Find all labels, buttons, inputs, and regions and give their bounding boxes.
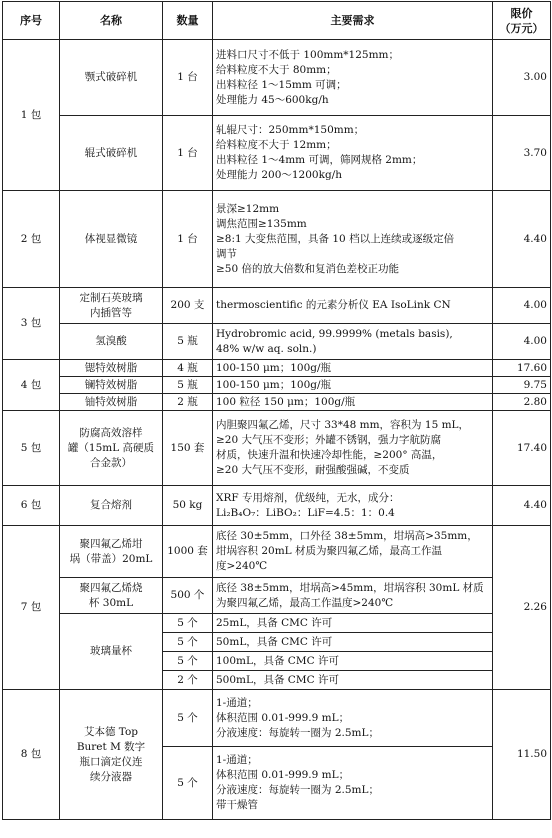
item-limit: 4.40 xyxy=(493,191,551,288)
item-limit: 4.40 xyxy=(493,486,551,526)
item-name: 辊式破碎机 xyxy=(60,116,163,191)
item-name-line: 杯 30mL xyxy=(88,596,134,609)
item-limit: 2.80 xyxy=(493,394,551,411)
procurement-table xyxy=(2,1,551,820)
package-label: 4 包 xyxy=(3,360,60,411)
table-row xyxy=(3,191,551,288)
req-line: 分液速度：每旋转一圈为 2.5mL； xyxy=(216,726,379,739)
item-name xyxy=(60,578,163,614)
item-name-line: 防腐高效溶样 xyxy=(79,426,143,439)
item-limit: 9.75 xyxy=(493,377,551,394)
item-limit: 17.60 xyxy=(493,360,551,377)
table-row xyxy=(3,377,551,394)
item-name: 玻璃量杯 xyxy=(60,614,163,690)
item-name-line: 内插管等 xyxy=(90,306,132,319)
item-qty: 1 台 xyxy=(163,191,213,288)
item-name xyxy=(60,288,163,324)
item-name xyxy=(60,411,163,486)
req-line: 出料粒径 1～4mm 可调，筛网规格 2mm； xyxy=(216,154,423,166)
item-requirements xyxy=(213,411,493,486)
item-name-line: 续分液器 xyxy=(90,770,132,783)
table-row xyxy=(3,411,551,486)
req-line: 坩埚容积 20mL 材质为聚四氟乙烯，最高工作温 xyxy=(216,545,442,557)
package-label: 2 包 xyxy=(3,191,60,288)
item-limit: 3.00 xyxy=(493,40,551,116)
req-line: 底径 30±5mm，口外径 38±5mm，坩埚高>35mm， xyxy=(216,530,478,542)
item-qty: 150 套 xyxy=(163,411,213,486)
req-line: 带干燥管 xyxy=(216,799,258,811)
req-line: 轧辊尺寸：250mm*150mm； xyxy=(216,124,365,136)
item-name: 锶特效树脂 xyxy=(60,360,163,377)
item-name-line: 罐（15mL 高硬质 xyxy=(67,441,155,454)
item-qty: 1000 套 xyxy=(163,526,213,578)
item-name: 体视显微镜 xyxy=(60,191,163,288)
item-name-line: 合金款） xyxy=(90,456,132,469)
package-limit: 2.26 xyxy=(493,526,551,690)
header-seq: 序号 xyxy=(3,2,60,40)
header-limit-line1: 限价 xyxy=(510,6,533,20)
req-line: 处理能力 45～600kg/h xyxy=(216,93,329,106)
item-qty: 5 个 xyxy=(163,652,213,671)
package-label: 6 包 xyxy=(3,486,60,526)
req-line: 48% w/w aq. soln.) xyxy=(216,342,317,355)
req-line: thermoscientific 的元素分析仪 EA IsoLink CN xyxy=(216,299,451,311)
item-requirements xyxy=(213,578,493,614)
req-line: 处理能力 200～1200kg/h xyxy=(216,169,342,181)
req-line: 分液速度：每旋转一圈为 2.5mL； xyxy=(216,784,379,796)
table-row xyxy=(3,614,551,633)
item-qty: 500 个 xyxy=(163,578,213,614)
item-requirements xyxy=(213,191,493,288)
package-label: 7 包 xyxy=(3,526,60,690)
item-name-line: 瓶口滴定仪连 xyxy=(79,755,143,768)
table-row xyxy=(3,690,551,747)
item-requirements xyxy=(213,288,493,324)
req-line: ≥20 大气压不变形，耐强酸强碱，不变质 xyxy=(216,464,410,476)
item-name-line: Buret M 数字 xyxy=(76,740,146,753)
req-line: ≥8:1 大变焦范围，具备 10 档以上连续或逐级定倍 xyxy=(216,232,455,245)
table-header-row xyxy=(3,2,551,40)
item-name: 铀特效树脂 xyxy=(60,394,163,411)
req-line: 为聚四氟乙烯，最高工作温度>240℃ xyxy=(216,596,394,609)
item-name-line: 定制石英玻璃 xyxy=(79,291,143,304)
package-label: 3 包 xyxy=(3,288,60,360)
item-name-line: 聚四氟乙烯坩 xyxy=(79,537,143,550)
item-qty: 5 个 xyxy=(163,614,213,633)
item-requirements xyxy=(213,747,493,820)
item-qty: 1 台 xyxy=(163,40,213,116)
req-line: 调焦范围≥135mm xyxy=(216,217,307,230)
req-line: 给料粒度不大于 80mm； xyxy=(216,63,337,76)
item-qty: 5 个 xyxy=(163,747,213,820)
item-name xyxy=(60,526,163,578)
table-row xyxy=(3,394,551,411)
item-name xyxy=(60,690,163,820)
item-requirements: 500mL，具备 CMC 许可 xyxy=(213,671,493,690)
package-label: 5 包 xyxy=(3,411,60,486)
item-qty: 5 个 xyxy=(163,690,213,747)
item-requirements: 100mL，具备 CMC 许可 xyxy=(213,652,493,671)
req-line: 底径 38±5mm，坩埚高>45mm，坩埚容积 30mL 材质 xyxy=(216,581,484,594)
item-requirements: 100-150 μm；100g/瓶 xyxy=(213,377,493,394)
req-line: 1-通道； xyxy=(216,696,258,709)
item-name-line: 埚（带盖）20mL xyxy=(69,552,153,565)
package-label: 1 包 xyxy=(3,40,60,191)
item-name: 氢溴酸 xyxy=(60,324,163,360)
req-line: 材质，快速升温和快速冷却性能，≥200° 高温， xyxy=(216,449,443,461)
req-line: 体积范围 0.01-999.9 mL； xyxy=(216,769,350,781)
item-qty: 200 支 xyxy=(163,288,213,324)
item-requirements xyxy=(213,486,493,526)
item-qty: 5 瓶 xyxy=(163,324,213,360)
header-limit-line2: （万元） xyxy=(499,21,544,35)
item-qty: 2 瓶 xyxy=(163,394,213,411)
item-requirements: 100 粒径 150 μm；100g/瓶 xyxy=(213,394,493,411)
req-line: 内胆聚四氟乙烯，尺寸 33*48 mm，容积为 15 mL， xyxy=(216,419,470,431)
table-row xyxy=(3,360,551,377)
item-limit: 4.00 xyxy=(493,288,551,324)
item-limit: 17.40 xyxy=(493,411,551,486)
item-requirements: 100-150 μm；100g/瓶 xyxy=(213,360,493,377)
item-limit: 3.70 xyxy=(493,116,551,191)
req-line: XRF 专用熔剂，优级纯，无水，成分： xyxy=(216,491,400,504)
req-line: 进料口尺寸不低于 100mm*125mm； xyxy=(216,48,399,61)
package-label: 8 包 xyxy=(3,690,60,820)
package-limit: 11.50 xyxy=(493,690,551,820)
table-row xyxy=(3,324,551,360)
table-row xyxy=(3,40,551,116)
table-row xyxy=(3,116,551,191)
item-requirements xyxy=(213,116,493,191)
item-qty: 2 个 xyxy=(163,671,213,690)
req-line: 1-通道； xyxy=(216,754,258,766)
header-requirements: 主要需求 xyxy=(213,2,493,40)
item-requirements: 50mL，具备 CMC 许可 xyxy=(213,633,493,652)
item-requirements xyxy=(213,526,493,578)
flux-formula: Li₂B₄O₇：LiBO₂：LiF=4.5：1：0.4 xyxy=(216,506,395,519)
table-row xyxy=(3,526,551,578)
item-name: 复合熔剂 xyxy=(60,486,163,526)
item-requirements xyxy=(213,324,493,360)
req-line: ≥50 倍的放大倍数和复消色差校正功能 xyxy=(216,262,399,275)
item-requirements xyxy=(213,690,493,747)
item-qty: 5 瓶 xyxy=(163,377,213,394)
item-qty: 4 瓶 xyxy=(163,360,213,377)
item-name-line: 艾本德 Top xyxy=(83,725,139,738)
table-row xyxy=(3,578,551,614)
req-line: 出料粒径 1～15mm 可调； xyxy=(216,78,347,91)
header-limit xyxy=(493,2,551,40)
item-requirements xyxy=(213,40,493,116)
req-line: 给料粒度不大于 12mm； xyxy=(216,139,337,151)
item-qty: 50 kg xyxy=(163,486,213,526)
item-name: 颚式破碎机 xyxy=(60,40,163,116)
req-line: Hydrobromic acid, 99.9999% (metals basis), xyxy=(216,327,453,340)
req-line: 体积范围 0.01-999.9 mL； xyxy=(216,711,350,724)
item-qty: 1 台 xyxy=(163,116,213,191)
table-row xyxy=(3,288,551,324)
req-line: 调节 xyxy=(216,247,237,260)
req-line: 景深≥12mm xyxy=(216,202,280,215)
req-line: 度>240℃ xyxy=(216,560,268,572)
item-limit: 4.00 xyxy=(493,324,551,360)
item-name-line: 聚四氟乙烯烧 xyxy=(79,581,143,594)
header-name: 名称 xyxy=(60,2,163,40)
item-requirements: 25mL，具备 CMC 许可 xyxy=(213,614,493,633)
req-line: ≥20 大气压不变形；外罐不锈钢，强力字航防腐 xyxy=(216,434,441,446)
item-name: 镧特效树脂 xyxy=(60,377,163,394)
header-qty: 数量 xyxy=(163,2,213,40)
table-row xyxy=(3,486,551,526)
item-qty: 5 个 xyxy=(163,633,213,652)
